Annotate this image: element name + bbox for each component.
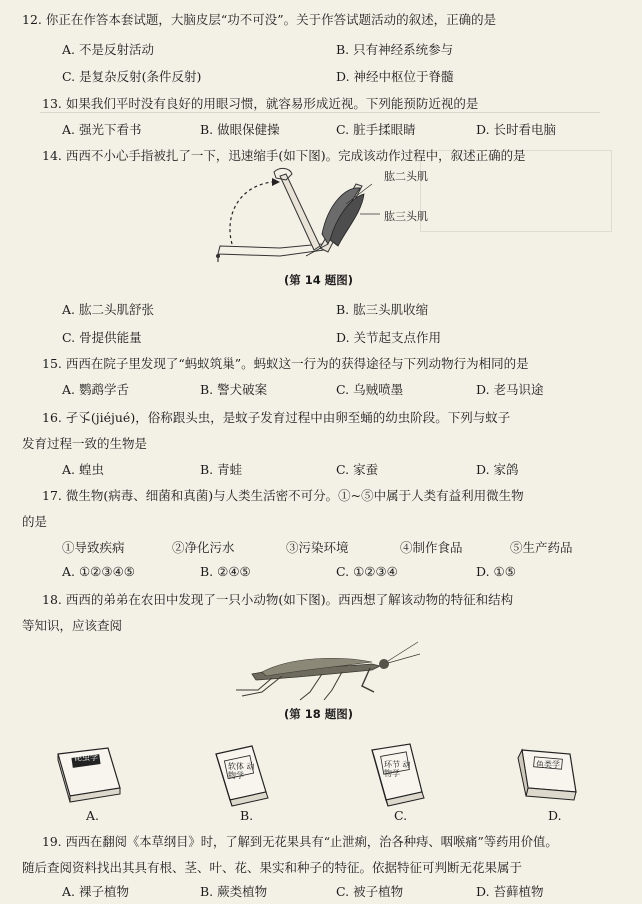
q13-option-d[interactable]: D. 长时看电脑: [476, 122, 557, 137]
q17-option-c[interactable]: C. ①②③④: [336, 564, 398, 579]
q17-item-1: ①导致疾病: [62, 540, 125, 555]
book-d-letter[interactable]: D.: [548, 808, 562, 823]
q18-caption: (第 18 题图): [284, 707, 354, 721]
q14-option-c[interactable]: C. 骨提供能量: [62, 330, 142, 345]
q15-stem: 15. 西西在院子里发现了“蚂蚁筑巢”。蚂蚁这一行为的获得途径与下列动物行为相同的是: [42, 356, 529, 371]
mantis-foreleg: [362, 668, 374, 692]
forearm-bent: [280, 174, 320, 250]
q17-item-5: ⑤生产药品: [510, 540, 573, 555]
q14-option-a[interactable]: A. 肱二头肌舒张: [62, 302, 154, 317]
label-triceps: 肱三头肌: [384, 210, 428, 223]
q12-stem: 12. 你正在作答本套试题，大脑皮层“功不可没”。关于作答试题活动的叙述，正确的是: [22, 12, 497, 27]
book-d-title: 鱼类学: [536, 760, 560, 769]
q17-item-4: ④制作食品: [400, 540, 463, 555]
motion-arrow: [230, 182, 272, 244]
label-biceps: 肱二头肌: [384, 170, 428, 183]
book-a-title: 昆虫学: [74, 753, 98, 762]
book-c-title: 环节 动物学: [384, 760, 411, 778]
q13-option-a[interactable]: A. 强光下看书: [62, 122, 142, 137]
q13-option-b[interactable]: B. 做眼保健操: [200, 122, 280, 137]
q18-stem-line2: 等知识，应该查阅: [22, 618, 123, 633]
book-c-letter[interactable]: C.: [394, 808, 408, 823]
q17-stem-line2: 的是: [22, 514, 48, 529]
q19-stem-line2: 随后查阅资料找出其具有根、茎、叶、花、果实和种子的特征。依据特征可判断无花果属于: [22, 860, 523, 875]
mantis-head: [379, 659, 389, 669]
q16-option-b[interactable]: B. 青蛙: [200, 462, 243, 477]
q17-option-a[interactable]: A. ①②③④⑤: [62, 564, 136, 579]
q19-option-b[interactable]: B. 蕨类植物: [200, 884, 268, 899]
book-b-title: 软体 动物学: [228, 762, 255, 780]
book-b-letter[interactable]: B.: [240, 808, 254, 823]
q13-stem: 13. 如果我们平时没有良好的用眼习惯，就容易形成近视。下列能预防近视的是: [42, 96, 479, 111]
q19-stem-line1: 19. 西西在翻阅《本草纲目》时，了解到无花果具有“止泄痢，治各种痔、咽喉痛”等药用价值。: [42, 835, 558, 849]
q17-item-2: ②净化污水: [172, 540, 235, 555]
motion-arrowhead: [272, 178, 280, 186]
q15-option-b[interactable]: B. 警犬破案: [200, 382, 268, 397]
q19-option-a[interactable]: A. 裸子植物: [62, 884, 129, 899]
q13-option-c[interactable]: C. 脏手揉眼睛: [336, 122, 416, 137]
book-d-icon[interactable]: [508, 744, 588, 806]
q16-option-a[interactable]: A. 蝗虫: [62, 462, 104, 477]
q12-option-c[interactable]: C. 是复杂反射(条件反射): [62, 69, 202, 84]
q17-stem-line1: 17. 微生物(病毒、细菌和真菌)与人类生活密不可分。①~⑤中属于人类有益利用微生物: [42, 488, 524, 503]
q17-option-b[interactable]: B. ②④⑤: [200, 564, 251, 579]
q15-option-d[interactable]: D. 老马识途: [476, 382, 544, 397]
q16-stem-line1: 16. 孑孓(jiéjué)，俗称跟头虫，是蚊子发育过程中由卵至蛹的幼虫阶段。下列与蚊子: [42, 410, 511, 425]
q16-option-d[interactable]: D. 家鸽: [476, 462, 519, 477]
q15-option-a[interactable]: A. 鹦鹉学舌: [62, 382, 129, 397]
q19-option-c[interactable]: C. 被子植物: [336, 884, 404, 899]
q15-option-c[interactable]: C. 乌贼喷墨: [336, 382, 404, 397]
q14-option-b[interactable]: B. 肱三头肌收缩: [336, 302, 429, 317]
q12-option-b[interactable]: B. 只有神经系统参与: [336, 42, 454, 57]
q16-option-c[interactable]: C. 家蚕: [336, 462, 379, 477]
q17-option-d[interactable]: D. ①⑤: [476, 564, 516, 579]
q14-stem: 14. 西西不小心手指被扎了一下，迅速缩手(如下图)。完成该动作过程中，叙述正确的是: [42, 148, 526, 163]
q14-caption: (第 14 题图): [284, 273, 354, 287]
q12-option-d[interactable]: D. 神经中枢位于脊髓: [336, 69, 454, 84]
q17-item-3: ③污染环境: [286, 540, 349, 555]
q16-stem-line2: 发育过程一致的生物是: [22, 436, 148, 451]
q12-option-a[interactable]: A. 不是反射活动: [62, 42, 154, 57]
forearm-outline: [218, 244, 324, 256]
mantis-figure: [222, 634, 422, 704]
q18-stem-line1: 18. 西西的弟弟在农田中发现了一只小动物(如下图)。西西想了解该动物的特征和结构: [42, 592, 514, 607]
q14-option-d[interactable]: D. 关节起支点作用: [336, 330, 442, 345]
book-a-letter[interactable]: A.: [86, 808, 100, 823]
q19-option-d[interactable]: D. 苔藓植物: [476, 884, 544, 899]
